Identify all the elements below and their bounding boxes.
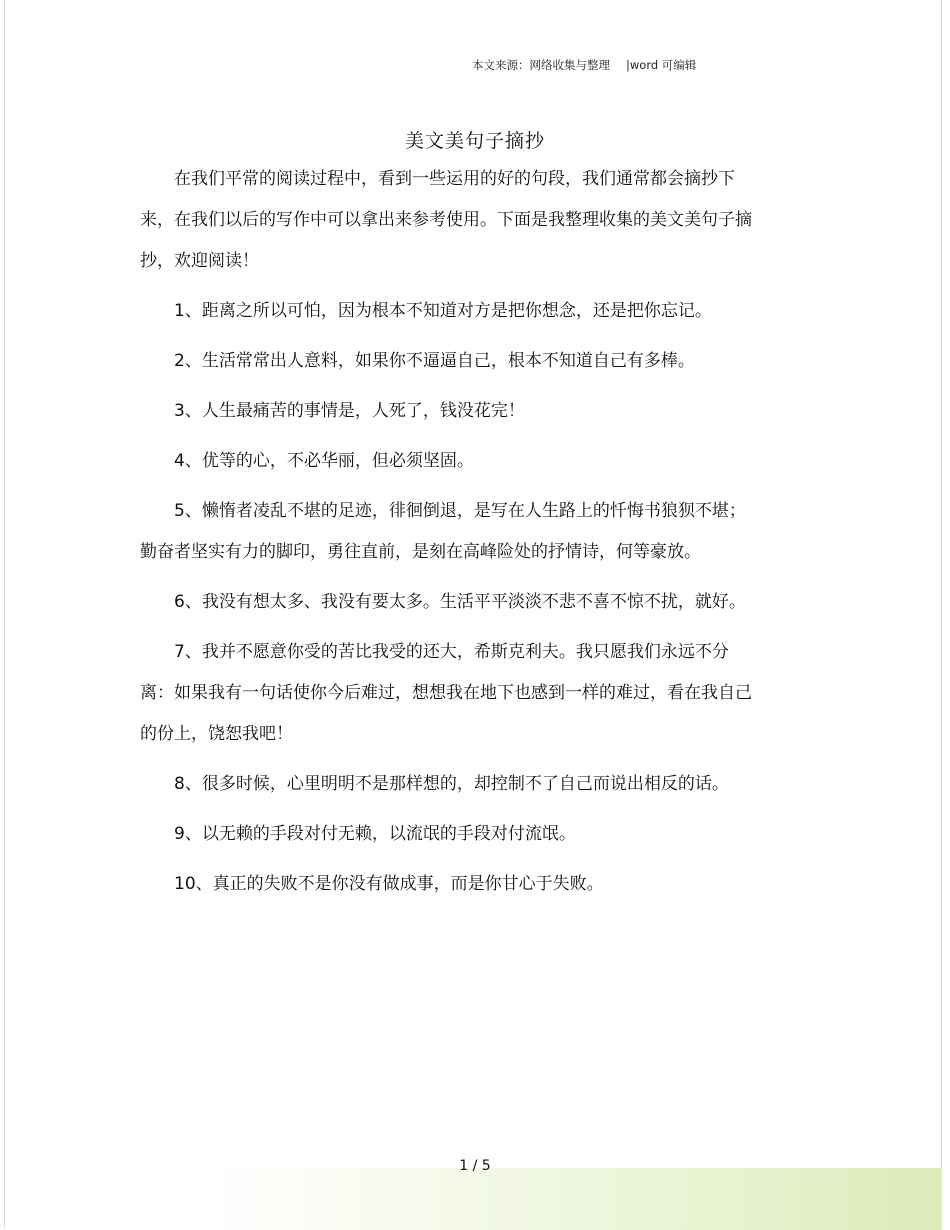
source-note: 本文来源：网络收集与整理: [472, 58, 610, 72]
document-title: 美文美句子摘抄: [404, 130, 545, 152]
list-item: 7、我并不愿意你受的苦比我受的还大，希斯克利夫。我只愿我们永远不分离：如果我有一句话使你今后难过，想想我在地下也感到一样的难过，看在我自己的份上，饶恕我吧！: [140, 642, 752, 744]
footer-decoration: [200, 1168, 942, 1230]
document-body: [140, 159, 752, 905]
header-note: [472, 57, 696, 73]
list-item: 8、很多时候，心里明明不是那样想的，却控制不了自己而说出相反的话。: [174, 774, 729, 794]
list-item: 6、我没有想太多、我没有要太多。生活平平淡淡不悲不喜不惊不扰，就好。: [174, 592, 746, 612]
list-item: 4、优等的心，不必华丽，但必须坚固。: [174, 451, 474, 471]
page-number: 1 / 5: [459, 1158, 491, 1174]
list-item: 9、以无赖的手段对付无赖，以流氓的手段对付流氓。: [174, 824, 576, 844]
list-item: 10、真正的失败不是你没有做成事，而是你甘心于失败。: [174, 874, 604, 894]
intro-paragraph: 在我们平常的阅读过程中，看到一些运用的好的句段，我们通常都会摘抄下来，在我们以后的写作中可以拿出来参考使用。下面是我整理收集的美文美句子摘抄，欢迎阅读！: [140, 169, 752, 271]
editable-note: |word 可编辑: [626, 58, 697, 72]
list-item: 1、距离之所以可怕，因为根本不知道对方是把你想念，还是把你忘记。: [174, 301, 712, 321]
list-item: 3、人生最痛苦的事情是，人死了，钱没花完！: [174, 401, 525, 421]
list-item: 2、生活常常出人意料，如果你不逼逼自己，根本不知道自己有多棒。: [174, 351, 695, 371]
list-item: 5、懒惰者凌乱不堪的足迹，徘徊倒退，是写在人生路上的忏悔书狼狈不堪；勤奋者坚实有力的脚印，勇往直前，是刻在高峰险处的抒情诗，何等豪放。: [140, 501, 746, 562]
